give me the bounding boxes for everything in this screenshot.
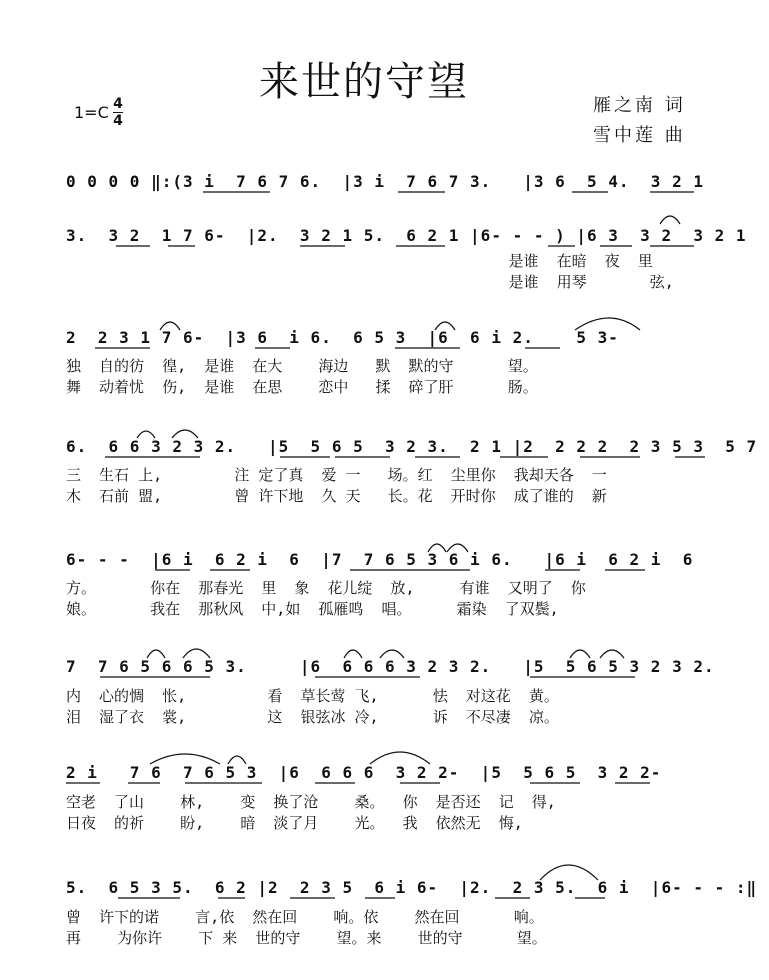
slur-mark [570, 650, 590, 658]
lyric-verse-1: 曾 许下的诺 言,依 然在回 响。依 然在回 响。 [66, 908, 544, 926]
slur-mark [172, 430, 198, 438]
time-signature-numerator: 4 [113, 96, 123, 112]
slur-mark [183, 649, 210, 658]
slur-mark [540, 865, 598, 880]
notation-line: 6- - - |6 i 6 2 i 6 |7 7 6 5 3 6 i 6. |6 i 6 2 i 6 [66, 550, 694, 569]
lyric-verse-2: 泪 湿了衣 裳, 这 银弦冰 冷, 诉 不尽凄 凉。 [66, 708, 559, 726]
composer-credit: 雪中莲 曲 [593, 125, 686, 146]
lyric-verse-2: 娘。 我在 那秋风 中,如 孤雁鸣 唱。 霜染 了双鬓, [66, 600, 559, 618]
notation-line: 6. 6 6 3 2 3 2. |5 5 6 5 3 2 3. 2 1 |2 2 2 2 2 3 5 3 5 7 [66, 437, 758, 456]
lyric-verse-2: 日夜 的祈 盼, 暗 淡了月 光。 我 依然无 悔, [66, 814, 523, 832]
notation-line: 3. 3 2 1 7 6- |2. 3 2 1 5. 6 2 1 |6- - - ) |6 3 3 2 3 2 1 [66, 226, 747, 245]
notation-line: 7 7 6 5 6 6 5 3. |6 6 6 6 3 2 3 2. |5 5 6 5 3 2 3 2. [66, 657, 715, 676]
slur-mark [447, 544, 468, 552]
slur-mark [575, 318, 640, 330]
slur-mark [228, 756, 246, 764]
slur-mark [344, 650, 362, 658]
lyric-verse-1: 方。 你在 那春光 里 象 花儿绽 放, 有谁 又明了 你 [66, 579, 586, 597]
lyric-verse-2: 木 石前 盟, 曾 许下地 久 天 长。花 开时你 成了谁的 新 [66, 487, 607, 505]
slur-mark [147, 650, 165, 658]
lyric-verse-2: 舞 动着忧 伤, 是谁 在思 恋中 揉 碎了肝 肠。 [66, 378, 538, 396]
song-title: 来世的守望 [259, 59, 469, 105]
slur-mark [428, 544, 446, 552]
slur-mark [660, 216, 680, 224]
lyric-verse-2: 是谁 用琴 弦, [66, 273, 674, 291]
lyric-verse-2: 再 为你许 下 来 世的守 望。来 世的守 望。 [66, 929, 547, 947]
notation-line: 2 2 3 1 7 6- |3 6 i 6. 6 5 3 |6 6 i 2. 5 3- [66, 328, 619, 347]
slur-mark [137, 431, 155, 438]
lyric-verse-1: 内 心的惆 怅, 看 草长莺 飞, 怯 对这花 黄。 [66, 687, 559, 705]
slur-mark [380, 650, 404, 658]
notation-line: 5. 6 5 3 5. 6 2 |2 2 3 5 6 i 6- |2. 2 3 5. 6 i |6- - - :‖ [66, 878, 758, 897]
notation-line: 0 0 0 0 ‖:(3 i 7 6 7 6. |3 i 7 6 7 3. |3 6 5 4. 3 2 1 [66, 172, 704, 191]
slur-mark [370, 752, 430, 764]
lyric-verse-1: 是谁 在暗 夜 里 [66, 252, 653, 270]
slur-mark [600, 650, 624, 658]
key-signature: 1=C [74, 103, 109, 122]
notation-line: 2 i 7 6 7 6 5 3 |6 6 6 6 3 2 2- |5 5 6 5 3 2 2- [66, 763, 662, 782]
lyricist-credit: 雁之南 词 [593, 95, 686, 116]
slur-mark [150, 754, 220, 764]
time-signature-denominator: 4 [113, 113, 123, 129]
lyric-verse-1: 独 自的彷 徨, 是谁 在大 海边 默 默的守 望。 [66, 357, 538, 375]
lyric-verse-1: 三 生石 上, 注 定了真 爱 一 场。红 尘里你 我却天各 一 [66, 466, 607, 484]
lyric-verse-1: 空老 了山 林, 变 换了沧 桑。 你 是否还 记 得, [66, 793, 556, 811]
slur-mark [435, 322, 455, 330]
slur-mark [160, 322, 180, 330]
